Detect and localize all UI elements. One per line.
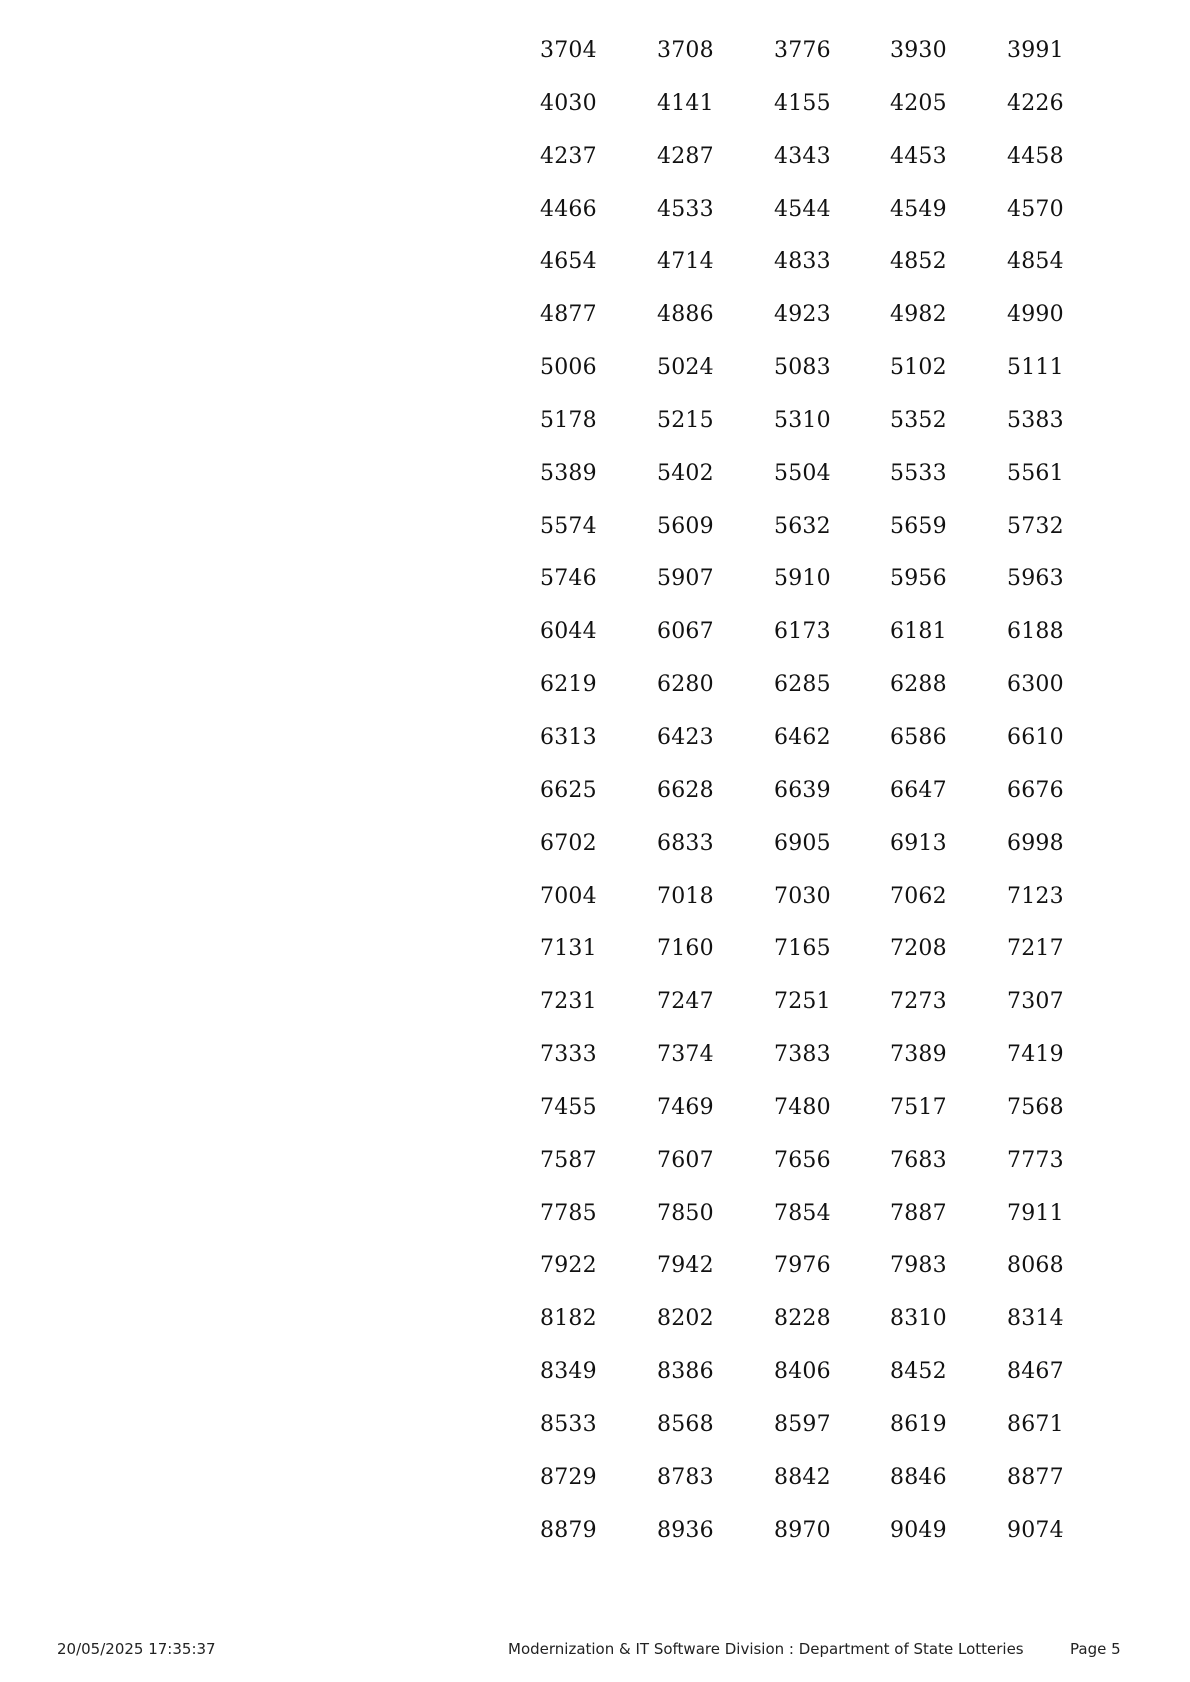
winning-number: 8386 bbox=[657, 1359, 714, 1385]
winning-number: 4877 bbox=[540, 302, 597, 328]
winning-number: 4654 bbox=[540, 249, 597, 275]
winning-number: 5111 bbox=[1007, 355, 1064, 381]
winning-number: 4852 bbox=[890, 249, 947, 275]
winning-number: 5310 bbox=[774, 407, 831, 433]
winning-number: 5083 bbox=[774, 355, 831, 381]
winning-number: 7587 bbox=[540, 1147, 597, 1173]
winning-number: 3708 bbox=[657, 38, 714, 63]
winning-number: 6676 bbox=[1007, 777, 1064, 803]
winning-number: 7976 bbox=[774, 1253, 831, 1279]
winning-number: 7131 bbox=[540, 936, 597, 962]
winning-number: 8597 bbox=[774, 1411, 831, 1437]
winning-number: 4923 bbox=[774, 302, 831, 328]
winning-number: 4458 bbox=[1007, 143, 1064, 169]
winning-number: 7455 bbox=[540, 1094, 597, 1120]
winning-number: 8467 bbox=[1007, 1359, 1064, 1385]
winning-number: 7004 bbox=[540, 883, 597, 909]
winning-number: 7942 bbox=[657, 1253, 714, 1279]
winning-number: 4343 bbox=[774, 143, 831, 169]
winning-number: 6219 bbox=[540, 672, 597, 698]
winning-number: 7374 bbox=[657, 1042, 714, 1068]
winning-number: 3991 bbox=[1007, 38, 1064, 63]
winning-number: 4544 bbox=[774, 196, 831, 222]
winning-number: 5102 bbox=[890, 355, 947, 381]
footer-division: Modernization & IT Software Division : Department of State Lotteries bbox=[508, 1640, 1024, 1658]
winning-number: 5533 bbox=[890, 460, 947, 486]
winning-number: 4141 bbox=[657, 90, 714, 116]
winning-number: 3930 bbox=[890, 38, 947, 63]
winning-number: 5632 bbox=[774, 513, 831, 539]
winning-number: 6625 bbox=[540, 777, 597, 803]
winning-number: 4205 bbox=[890, 90, 947, 116]
winning-number: 6833 bbox=[657, 830, 714, 856]
footer-page-number: Page 5 bbox=[1070, 1640, 1121, 1658]
winning-number: 6423 bbox=[657, 724, 714, 750]
winning-number: 5383 bbox=[1007, 407, 1064, 433]
winning-number: 7165 bbox=[774, 936, 831, 962]
winning-number: 7517 bbox=[890, 1094, 947, 1120]
winning-number: 8842 bbox=[774, 1464, 831, 1490]
winning-number: 5006 bbox=[540, 355, 597, 381]
winning-number: 5732 bbox=[1007, 513, 1064, 539]
winning-number: 7419 bbox=[1007, 1042, 1064, 1068]
winning-number: 7911 bbox=[1007, 1200, 1064, 1226]
winning-number: 4854 bbox=[1007, 249, 1064, 275]
winning-number: 5609 bbox=[657, 513, 714, 539]
winning-number: 7273 bbox=[890, 989, 947, 1015]
winning-number: 7568 bbox=[1007, 1094, 1064, 1120]
winning-number: 6280 bbox=[657, 672, 714, 698]
winning-number: 7480 bbox=[774, 1094, 831, 1120]
winning-number: 7123 bbox=[1007, 883, 1064, 909]
winning-number: 7773 bbox=[1007, 1147, 1064, 1173]
winning-number: 6044 bbox=[540, 619, 597, 645]
winning-number: 6647 bbox=[890, 777, 947, 803]
winning-number: 7887 bbox=[890, 1200, 947, 1226]
winning-number: 4237 bbox=[540, 143, 597, 169]
winning-number: 8202 bbox=[657, 1306, 714, 1332]
winning-number: 6285 bbox=[774, 672, 831, 698]
winning-number: 5352 bbox=[890, 407, 947, 433]
winning-number: 6300 bbox=[1007, 672, 1064, 698]
winning-number: 6462 bbox=[774, 724, 831, 750]
winning-number: 5574 bbox=[540, 513, 597, 539]
winning-number: 7389 bbox=[890, 1042, 947, 1068]
winning-number: 7247 bbox=[657, 989, 714, 1015]
winning-number: 4453 bbox=[890, 143, 947, 169]
winning-number: 7469 bbox=[657, 1094, 714, 1120]
winning-number: 7854 bbox=[774, 1200, 831, 1226]
winning-number: 5561 bbox=[1007, 460, 1064, 486]
winning-number: 6313 bbox=[540, 724, 597, 750]
winning-number: 7683 bbox=[890, 1147, 947, 1173]
winning-number: 8533 bbox=[540, 1411, 597, 1437]
winning-number: 5389 bbox=[540, 460, 597, 486]
winning-number: 7656 bbox=[774, 1147, 831, 1173]
winning-number: 8182 bbox=[540, 1306, 597, 1332]
winning-number: 6998 bbox=[1007, 830, 1064, 856]
winning-number: 6067 bbox=[657, 619, 714, 645]
winning-number: 5024 bbox=[657, 355, 714, 381]
winning-number: 4155 bbox=[774, 90, 831, 116]
winning-number: 4533 bbox=[657, 196, 714, 222]
winning-number: 6610 bbox=[1007, 724, 1064, 750]
winning-number: 7922 bbox=[540, 1253, 597, 1279]
winning-number: 8314 bbox=[1007, 1306, 1064, 1332]
winning-number: 5956 bbox=[890, 566, 947, 592]
winning-number: 6181 bbox=[890, 619, 947, 645]
winning-number: 4226 bbox=[1007, 90, 1064, 116]
winning-number: 6639 bbox=[774, 777, 831, 803]
winning-number: 4030 bbox=[540, 90, 597, 116]
winning-number: 7607 bbox=[657, 1147, 714, 1173]
winning-number: 7217 bbox=[1007, 936, 1064, 962]
winning-number: 5178 bbox=[540, 407, 597, 433]
winning-number: 7383 bbox=[774, 1042, 831, 1068]
winning-number: 9049 bbox=[890, 1517, 947, 1543]
winning-number: 8619 bbox=[890, 1411, 947, 1437]
winning-number: 8877 bbox=[1007, 1464, 1064, 1490]
winning-number: 6288 bbox=[890, 672, 947, 698]
winning-number: 7018 bbox=[657, 883, 714, 909]
winning-number: 7983 bbox=[890, 1253, 947, 1279]
winning-number: 5504 bbox=[774, 460, 831, 486]
winning-number: 9074 bbox=[1007, 1517, 1064, 1543]
winning-number: 8406 bbox=[774, 1359, 831, 1385]
winning-number: 8846 bbox=[890, 1464, 947, 1490]
winning-number: 5659 bbox=[890, 513, 947, 539]
winning-number: 8936 bbox=[657, 1517, 714, 1543]
winning-number: 7850 bbox=[657, 1200, 714, 1226]
winning-number: 7785 bbox=[540, 1200, 597, 1226]
winning-number: 4549 bbox=[890, 196, 947, 222]
winning-number: 4886 bbox=[657, 302, 714, 328]
winning-number: 6702 bbox=[540, 830, 597, 856]
winning-number: 8349 bbox=[540, 1359, 597, 1385]
winning-number: 4466 bbox=[540, 196, 597, 222]
winning-number: 4287 bbox=[657, 143, 714, 169]
winning-number: 6628 bbox=[657, 777, 714, 803]
winning-number: 3704 bbox=[540, 38, 597, 63]
winning-number: 8310 bbox=[890, 1306, 947, 1332]
winning-number: 8970 bbox=[774, 1517, 831, 1543]
winning-number: 7251 bbox=[774, 989, 831, 1015]
winning-number: 7030 bbox=[774, 883, 831, 909]
winning-number: 7231 bbox=[540, 989, 597, 1015]
winning-number: 8452 bbox=[890, 1359, 947, 1385]
winning-number: 5402 bbox=[657, 460, 714, 486]
winning-number: 6905 bbox=[774, 830, 831, 856]
winning-number: 6586 bbox=[890, 724, 947, 750]
winning-number: 7160 bbox=[657, 936, 714, 962]
winning-number: 6173 bbox=[774, 619, 831, 645]
winning-number: 4990 bbox=[1007, 302, 1064, 328]
winning-number: 4982 bbox=[890, 302, 947, 328]
winning-number: 4570 bbox=[1007, 196, 1064, 222]
winning-number: 3776 bbox=[774, 38, 831, 63]
winning-number: 5907 bbox=[657, 566, 714, 592]
winning-number: 8729 bbox=[540, 1464, 597, 1490]
winning-number: 5910 bbox=[774, 566, 831, 592]
winning-number: 5963 bbox=[1007, 566, 1064, 592]
winning-number: 7062 bbox=[890, 883, 947, 909]
winning-number: 8671 bbox=[1007, 1411, 1064, 1437]
winning-number: 8568 bbox=[657, 1411, 714, 1437]
winning-number: 4714 bbox=[657, 249, 714, 275]
page-footer bbox=[0, 1640, 1190, 1664]
winning-number: 4833 bbox=[774, 249, 831, 275]
winning-number: 8783 bbox=[657, 1464, 714, 1490]
winning-number: 7208 bbox=[890, 936, 947, 962]
winning-number: 5215 bbox=[657, 407, 714, 433]
winning-number: 5746 bbox=[540, 566, 597, 592]
winning-number: 8879 bbox=[540, 1517, 597, 1543]
footer-datetime: 20/05/2025 17:35:37 bbox=[57, 1640, 216, 1658]
winning-number: 6913 bbox=[890, 830, 947, 856]
winning-number: 7333 bbox=[540, 1042, 597, 1068]
winning-numbers-grid bbox=[540, 36, 1080, 1568]
winning-number: 6188 bbox=[1007, 619, 1064, 645]
winning-number: 8228 bbox=[774, 1306, 831, 1332]
winning-number: 8068 bbox=[1007, 1253, 1064, 1279]
winning-number: 7307 bbox=[1007, 989, 1064, 1015]
